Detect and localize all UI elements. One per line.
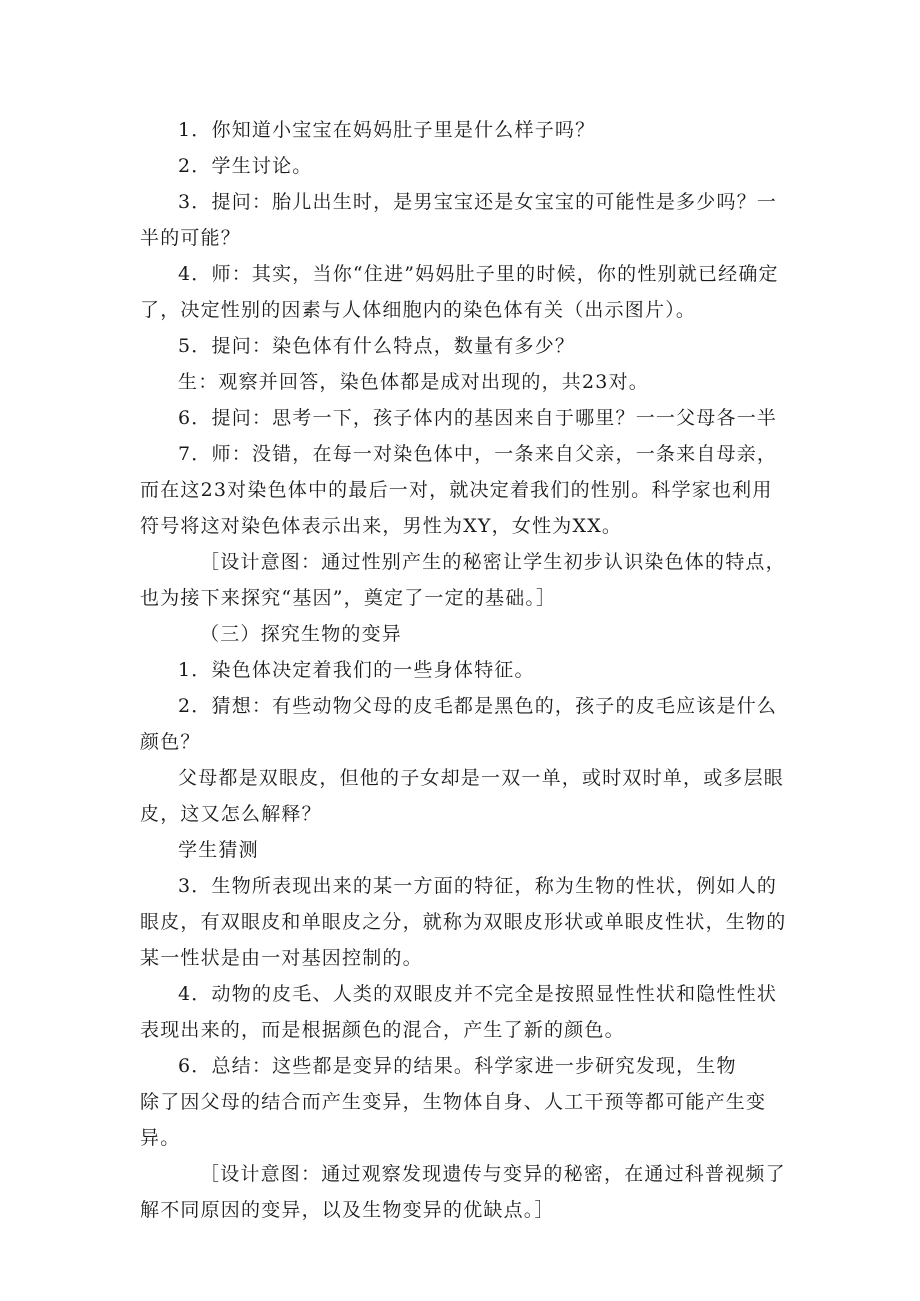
paragraph-10: 2．猜想：有些动物父母的皮毛都是黑色的，孩子的皮毛应该是什么颜色？: [140, 695, 778, 753]
paragraph-4: 4．师：其实，当你“住进”妈妈肚子里的时候，你的性别就已经确定了，决定性别的因素与人体细胞内的染色体有关（出示图片）。: [140, 263, 779, 321]
paragraph-6: 生：观察并回答，染色体都是成对出现的，共23对。: [178, 371, 649, 393]
paragraph-15: 6．总结：这些都是变异的结果。科学家进一步研究发现，生物: [178, 1055, 737, 1077]
paragraph-9: 1．染色体决定着我们的一些身体特征。: [178, 659, 535, 681]
paragraph-5: 5．提问：染色体有什么特点，数量有多少？: [178, 335, 576, 357]
paragraph-8: 7．师：没错，在每一对染色体中，一条来自父亲，一条来自母亲，而在这23对染色体中的最后一对，就决定着我们的性别。科学家也利用符号将这对染色体表示出来，男性为XY，女性为XX。: [140, 443, 778, 537]
paragraph-14: 4．动物的皮毛、人类的双眼皮并不完全是按照显性性状和隐性性状表现出来的，而是根据颜色的混合，产生了新的颜色。: [140, 983, 778, 1041]
paragraph-3: 3．提问：胎儿出生时，是男宝宝还是女宝宝的可能性是多少吗？一半的可能？: [140, 191, 778, 249]
design-intent-1: ［设计意图：通过性别产生的秘密让学生初步认识染色体的特点，也为接下来探究“基因”，奠定了一定的基础。］: [140, 551, 786, 609]
paragraph-16: 除了因父母的结合而产生变异，生物体自身、人工干预等都可能产生变异。: [140, 1091, 767, 1149]
paragraph-11: 父母都是双眼皮，但他的子女却是一双一单，或时双时单，或多层眼皮，这又怎么解释？: [140, 767, 785, 825]
section-heading: （三）探究生物的变异: [200, 623, 403, 645]
document-body: [140, 112, 790, 1228]
paragraph-12: 学生猜测: [178, 839, 259, 861]
paragraph-1: 1．你知道小宝宝在妈妈肚子里是什么样子吗？: [178, 119, 596, 141]
design-intent-2: ［设计意图：通过观察发现遗传与变异的秘密，在通过科普视频了解不同原因的变异，以及生物变异的优缺点。］: [140, 1163, 786, 1221]
paragraph-2: 2．学生讨论。: [178, 155, 313, 177]
paragraph-7: 6．提问：思考一下，孩子体内的基因来自于哪里？一一父母各一半: [178, 407, 778, 429]
paragraph-13: 3．生物所表现出来的某一方面的特征，称为生物的性状，例如人的眼皮，有双眼皮和单眼皮之分，就称为双眼皮形状或单眼皮性状，生物的某一性状是由一对基因控制的。: [140, 875, 787, 969]
